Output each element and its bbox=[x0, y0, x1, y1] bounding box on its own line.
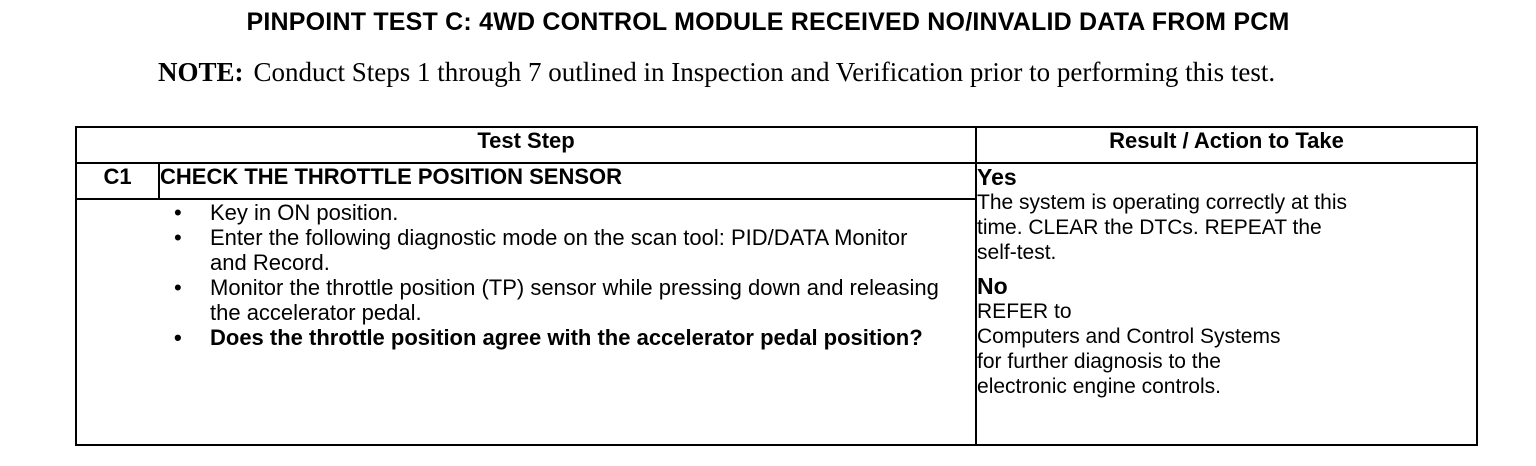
result-yes-line: The system is operating correctly at this bbox=[977, 191, 1347, 214]
result-no-line: electronic engine controls. bbox=[977, 375, 1221, 398]
table-header-row bbox=[76, 127, 1477, 163]
header-result-action: Result / Action to Take bbox=[976, 127, 1477, 163]
result-yes-label: Yes bbox=[977, 164, 1017, 190]
step-instructions bbox=[160, 200, 975, 350]
bullet-icon: • bbox=[174, 225, 182, 250]
page-title: PINPOINT TEST C: 4WD CONTROL MODULE RECEIVED NO/INVALID DATA FROM PCM bbox=[246, 8, 1290, 36]
note-label: NOTE: bbox=[158, 57, 244, 87]
list-item: • Monitor the throttle position (TP) sensor while pressing down and releasing the accelerator pedal. bbox=[174, 275, 939, 325]
list-item: • Key in ON position. bbox=[174, 200, 399, 225]
bullet-icon: • bbox=[174, 325, 182, 350]
bullet-icon: • bbox=[174, 275, 182, 300]
note-paragraph bbox=[158, 57, 1368, 87]
result-yes-line: self-test. bbox=[977, 241, 1057, 264]
result-no-label: No bbox=[977, 273, 1008, 299]
result-no-line: Computers and Control Systems bbox=[977, 325, 1281, 348]
list-item: • Enter the following diagnostic mode on the scan tool: PID/DATA Monitor and Record. bbox=[174, 225, 908, 275]
result-yes bbox=[977, 164, 1476, 265]
result-no-line: REFER to bbox=[977, 300, 1072, 323]
step-title-row bbox=[76, 163, 1477, 199]
list-item-question: • Does the throttle position agree with the accelerator pedal position? bbox=[174, 325, 923, 350]
step-title: CHECK THE THROTTLE POSITION SENSOR bbox=[159, 163, 976, 199]
result-yes-line: time. CLEAR the DTCs. REPEAT the bbox=[977, 216, 1322, 239]
step-id: C1 bbox=[76, 163, 159, 199]
note-text: Conduct Steps 1 through 7 outlined in Inspection and Verification prior to performing this test. bbox=[253, 57, 1276, 87]
header-test-step: Test Step bbox=[76, 127, 976, 163]
pinpoint-test-table bbox=[75, 126, 1478, 446]
step-body bbox=[76, 199, 976, 445]
result-cell bbox=[976, 163, 1477, 445]
result-no-line: for further diagnosis to the bbox=[977, 350, 1221, 373]
bullet-icon: • bbox=[174, 200, 182, 225]
result-no bbox=[977, 273, 1476, 399]
